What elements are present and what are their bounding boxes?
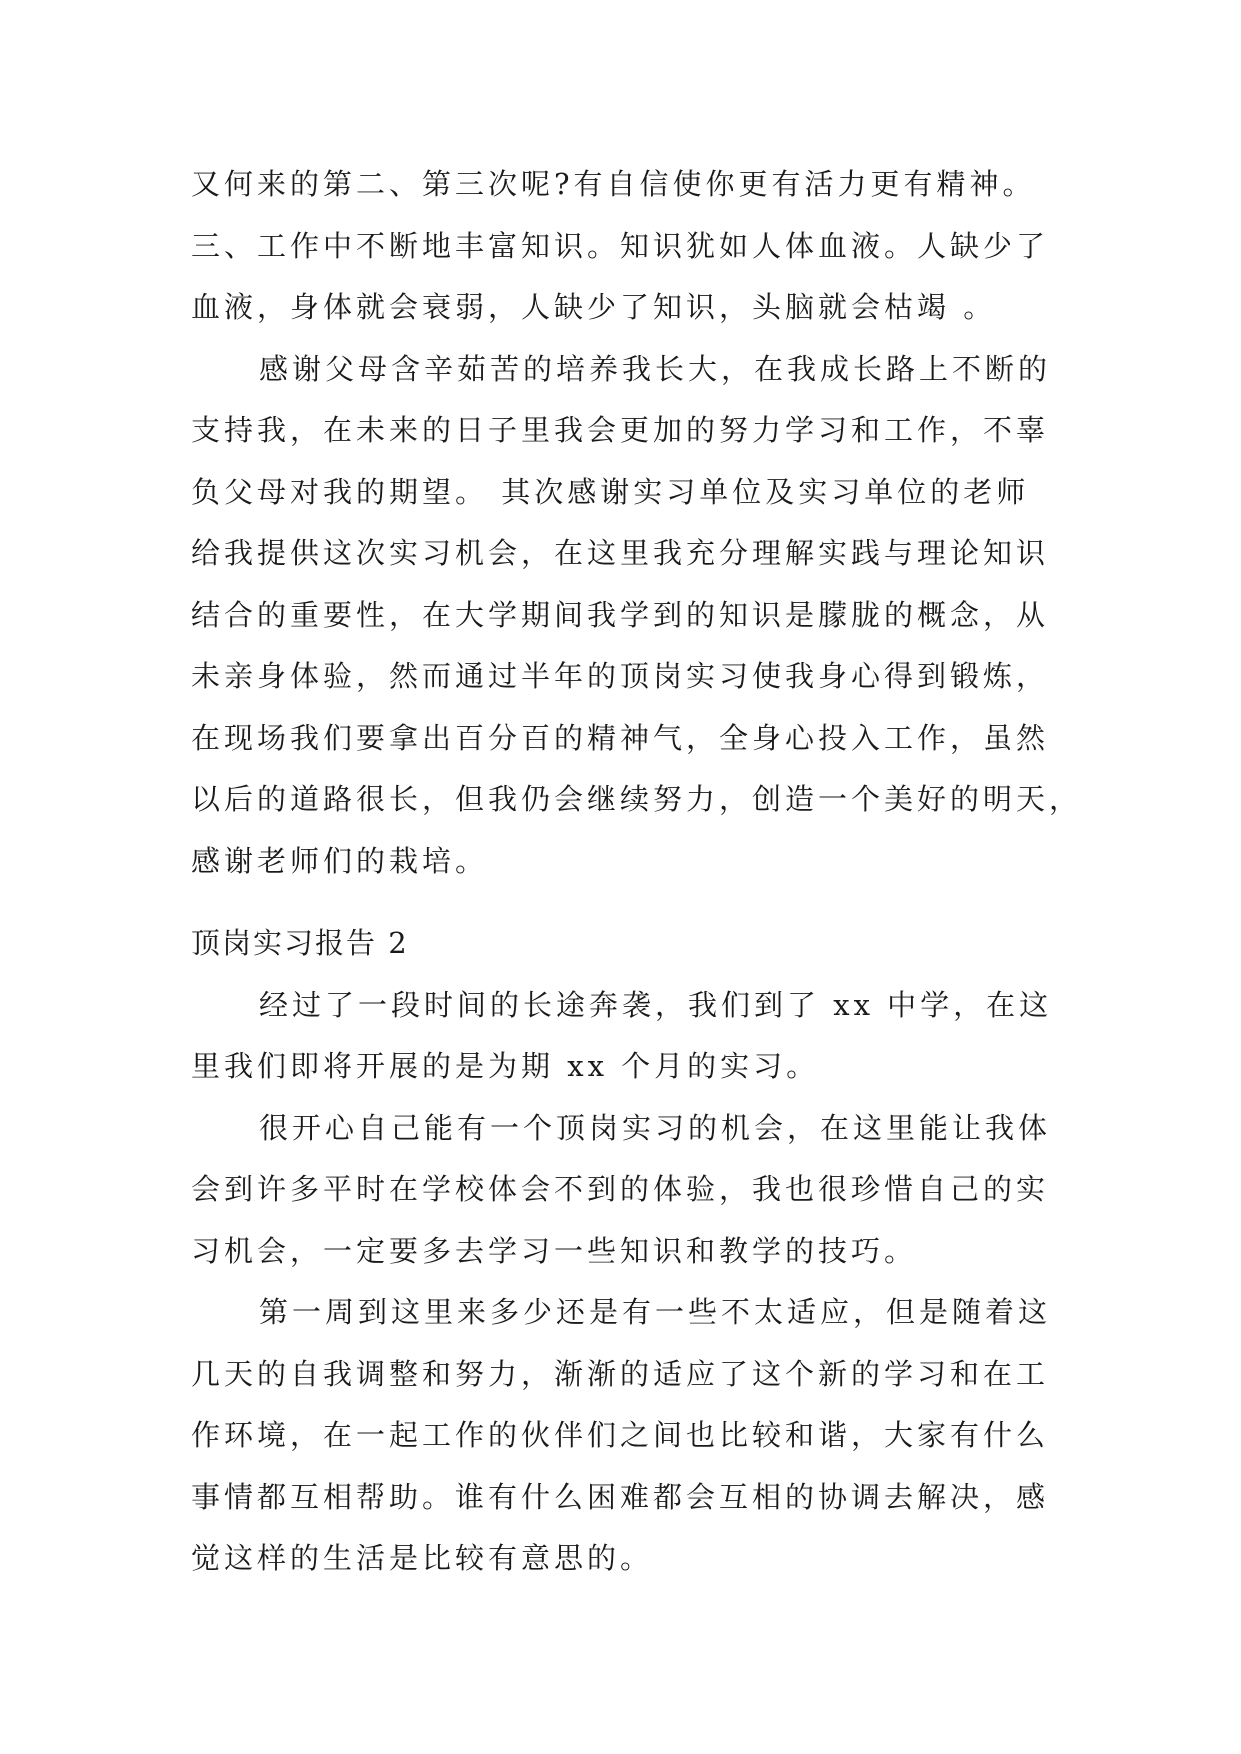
section-heading: 顶岗实习报告 2	[191, 926, 409, 960]
text-line: 负父母对我的期望。 其次感谢实习单位及实习单位的老师	[191, 474, 1030, 509]
text-line: 三、工作中不断地丰富知识。知识犹如人体血液。人缺少了	[191, 228, 1050, 263]
text-line: 感谢父母含辛茹苦的培养我长大，在我成长路上不断的	[259, 351, 1052, 386]
text-line: 给我提供这次实习机会，在这里我充分理解实践与理论知识	[191, 536, 1050, 570]
report-2-section	[191, 913, 1051, 1590]
text-line: 事情都互相帮助。谁有什么困难都会互相的协调去解决，感	[191, 1479, 1050, 1514]
text-line: 几天的自我调整和努力，渐渐的适应了这个新的学习和在工	[191, 1356, 1050, 1391]
text-line: 血液，身体就会衰弱，人缺少了知识，头脑就会枯竭 。	[191, 290, 997, 324]
text-line: 结合的重要性，在大学期间我学到的知识是朦胧的概念，从	[191, 597, 1050, 632]
text-line: 会到许多平时在学校体会不到的体验，我也很珍惜自己的实	[191, 1172, 1050, 1206]
report-continuation-text	[191, 154, 1083, 892]
text-line: 未亲身体验，然而通过半年的顶岗实习使我身心得到锻炼，	[191, 659, 1050, 693]
text-line: 以后的道路很长，但我仍会继续努力，创造一个美好的明天，	[191, 782, 1083, 816]
text-line: 里我们即将开展的是为期 xx 个月的实习。	[191, 1049, 820, 1083]
text-line: 感谢老师们的栽培。	[191, 843, 489, 878]
text-line: 支持我，在未来的日子里我会更加的努力学习和工作，不辜	[191, 413, 1050, 447]
text-line: 习机会，一定要多去学习一些知识和教学的技巧。	[191, 1233, 918, 1268]
text-line: 又何来的第二、第三次呢?有自信使你更有活力更有精神。	[191, 167, 1036, 201]
text-line: 很开心自己能有一个顶岗实习的机会，在这里能让我体	[259, 1110, 1052, 1145]
text-line: 第一周到这里来多少还是有一些不太适应，但是随着这	[259, 1295, 1052, 1329]
text-line: 作环境，在一起工作的伙伴们之间也比较和谐，大家有什么	[191, 1418, 1050, 1452]
text-line: 经过了一段时间的长途奔袭，我们到了 xx 中学，在这	[259, 987, 1053, 1022]
text-line: 在现场我们要拿出百分百的精神气，全身心投入工作，虽然	[191, 720, 1050, 755]
text-line: 觉这样的生活是比较有意思的。	[191, 1541, 654, 1575]
